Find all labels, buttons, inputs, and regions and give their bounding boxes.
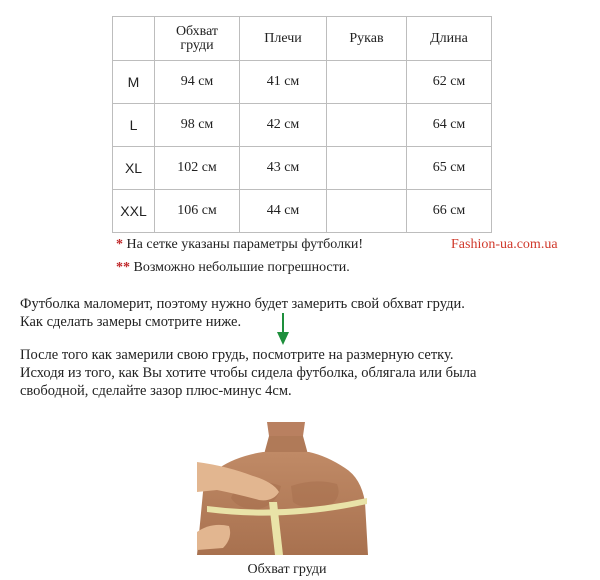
header-chest-label: Обхват груди bbox=[175, 23, 219, 53]
instruction-size-grid bbox=[20, 346, 476, 400]
instruction-line: Как сделать замеры смотрите ниже. bbox=[20, 314, 242, 330]
chest-measurement-photo bbox=[197, 422, 368, 555]
header-sleeve: Рукав bbox=[327, 17, 407, 61]
header-shoulders: Плечи bbox=[240, 17, 327, 61]
chest-value: 102 см bbox=[155, 147, 240, 190]
photo-caption: Обхват груди bbox=[247, 562, 327, 577]
arrow-down-icon bbox=[277, 313, 289, 345]
chest-value: 106 см bbox=[155, 190, 240, 233]
sleeve-value bbox=[327, 104, 407, 147]
instruction-line: После того как замерили свою грудь, посмотрите на размерную сетку. bbox=[20, 347, 454, 363]
note-asterisk: * bbox=[116, 237, 123, 252]
length-value: 62 см bbox=[407, 61, 492, 104]
note-parameters bbox=[116, 237, 363, 253]
shoulders-value: 44 см bbox=[240, 190, 327, 233]
note-errors bbox=[116, 260, 350, 276]
size-table bbox=[112, 16, 492, 233]
table-row bbox=[113, 190, 492, 233]
header-chest bbox=[155, 17, 240, 61]
table-header-row bbox=[113, 17, 492, 61]
table-row bbox=[113, 147, 492, 190]
site-name: Fashion-ua.com.ua bbox=[451, 237, 558, 252]
chest-value: 94 см bbox=[155, 61, 240, 104]
instruction-line: Футболка маломерит, поэтому нужно будет замерить свой обхват груди. bbox=[20, 296, 465, 312]
instruction-measure bbox=[20, 295, 465, 331]
note-double-asterisk: ** bbox=[116, 260, 130, 275]
torso-illustration bbox=[197, 422, 368, 555]
sleeve-value bbox=[327, 147, 407, 190]
chest-value: 98 см bbox=[155, 104, 240, 147]
size-label: XXL bbox=[113, 190, 155, 233]
table-row bbox=[113, 104, 492, 147]
size-label: L bbox=[113, 104, 155, 147]
shoulders-value: 41 см bbox=[240, 61, 327, 104]
instruction-line: свободной, сделайте зазор плюс-минус 4см. bbox=[20, 383, 292, 399]
sleeve-value bbox=[327, 61, 407, 104]
size-label: XL bbox=[113, 147, 155, 190]
instruction-line: Исходя из того, как Вы хотите чтобы сидела футболка, облягала или была bbox=[20, 365, 477, 381]
table-row bbox=[113, 61, 492, 104]
shoulders-value: 43 см bbox=[240, 147, 327, 190]
length-value: 65 см bbox=[407, 147, 492, 190]
shoulders-value: 42 см bbox=[240, 104, 327, 147]
sleeve-value bbox=[327, 190, 407, 233]
length-value: 64 см bbox=[407, 104, 492, 147]
size-label: M bbox=[113, 61, 155, 104]
note-parameters-text: На сетке указаны параметры футболки! bbox=[123, 237, 364, 252]
header-size bbox=[113, 17, 155, 61]
header-length: Длина bbox=[407, 17, 492, 61]
note-errors-text: Возможно небольшие погрешности. bbox=[130, 260, 350, 275]
length-value: 66 см bbox=[407, 190, 492, 233]
